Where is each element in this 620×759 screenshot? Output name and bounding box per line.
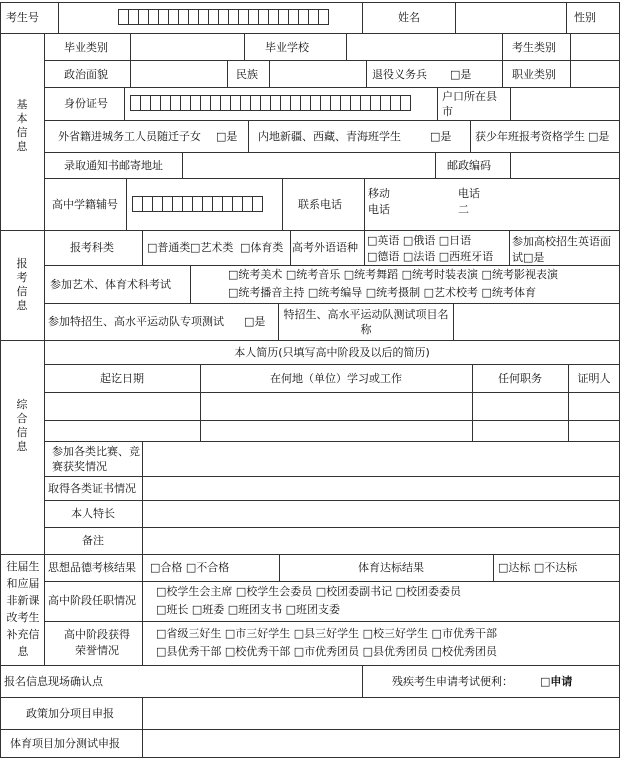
name-label: 姓名 (398, 11, 420, 24)
xinjiang-label: 内地新疆、西藏、青海班学生 (258, 130, 401, 143)
student-no-boxes[interactable] (132, 196, 262, 212)
lang-options-row2[interactable]: □德语 □法语 □西班牙语 (367, 250, 494, 263)
supplement-section-title: 往届生和应届非新课改考生补充信息 (6, 560, 40, 658)
policy-label: 政策加分项目申报 (26, 707, 114, 720)
vocation-type-label: 职业类别 (512, 68, 556, 81)
honor-options-row1[interactable]: □省级三好生 □市三好学生 □县三好学生 □校三好学生 □市优秀干部 (156, 627, 497, 640)
apply-section-title: 报考信息 (16, 257, 28, 312)
awards-label: 参加各类比赛、竞赛获奖情况 (52, 445, 140, 473)
foreign-lang-label: 高考外语语种 (292, 241, 358, 254)
col-witness-header: 证明人 (577, 372, 611, 385)
col-post-header: 任何职务 (498, 372, 542, 385)
id-card-boxes[interactable] (130, 95, 410, 111)
office-options-row1[interactable]: □校学生会主席 □校学生会委员 □校团委副书记 □校团委委员 (156, 585, 462, 598)
honor-label: 高中阶段获得荣誉情况 (64, 628, 130, 657)
veteran-label: 退役义务兵 (372, 68, 427, 81)
moral-label: 思想品德考核结果 (48, 561, 136, 574)
art-exam-label: 参加艺术、体育术科考试 (50, 278, 171, 291)
xinjiang-yes-checkbox[interactable]: □是 (430, 130, 452, 143)
phone2-label: 电话二 (458, 187, 480, 216)
special-name-label: 特招生、高水平运动队测试项目名称 (283, 308, 449, 336)
migrant-yes-checkbox[interactable]: □是 (216, 130, 238, 143)
special-yes-checkbox[interactable]: □是 (244, 315, 266, 328)
pe-result-label: 体育达标结果 (358, 561, 424, 574)
talent-label: 本人特长 (71, 507, 115, 520)
pe-test-label: 体育项目加分测试申报 (10, 737, 120, 750)
disabled-apply-checkbox[interactable]: □申请 (540, 675, 573, 688)
cat-art-checkbox[interactable]: □艺术类 (190, 241, 234, 254)
confirm-label: 报名信息现场确认点 (4, 675, 103, 688)
youth-label: 获少年班报考资格学生 (475, 130, 585, 143)
migrant-label: 外省籍进城务工人员随迁子女 (58, 130, 201, 143)
exam-no-label: 考生号 (6, 11, 39, 24)
veteran-yes-checkbox[interactable]: □是 (450, 68, 472, 81)
special-label: 参加特招生、高水平运动队专项测试 (48, 315, 224, 328)
basic-section-title: 基本信息 (16, 98, 28, 153)
candidate-type-label: 考生类别 (512, 41, 556, 54)
postcode-label: 邮政编码 (447, 159, 491, 172)
col-date-header: 起讫日期 (100, 372, 144, 385)
disabled-label: 残疾考生申请考试便利： (392, 675, 513, 688)
pe-options[interactable]: □达标 □不达标 (498, 561, 578, 574)
grad-type-label: 毕业类别 (64, 41, 108, 54)
art-options-row2[interactable]: □统考播音主持 □统考编导 □统考摄制 □艺术校考 □统考体育 (228, 286, 536, 299)
mail-addr-label: 录取通知书邮寄地址 (64, 159, 163, 172)
gender-label: 性别 (574, 11, 596, 24)
cat-pe-checkbox[interactable]: □体育类 (240, 241, 284, 254)
id-card-label: 身份证号 (64, 97, 108, 110)
honor-options-row2[interactable]: □县优秀干部 □校优秀干部 □市优秀团员 □县优秀团员 □校优秀团员 (156, 645, 497, 658)
youth-yes-checkbox[interactable]: □是 (588, 130, 610, 143)
comprehensive-section-title: 综合信息 (16, 398, 28, 453)
remarks-label: 备注 (82, 534, 104, 547)
office-options-row2[interactable]: □班长 □班委 □班团支书 □班团支委 (156, 603, 341, 616)
political-label: 政治面貌 (64, 68, 108, 81)
cat-general-checkbox[interactable]: □普通类 (147, 241, 191, 254)
mobile-label: 移动电话 (368, 187, 390, 216)
category-label: 报考科类 (70, 241, 114, 254)
exam-no-boxes[interactable] (118, 9, 328, 25)
hukou-label: 户口所在县市 (442, 90, 497, 118)
ethnicity-label: 民族 (236, 68, 258, 81)
col-where-header: 在何地（单位）学习或工作 (270, 372, 402, 385)
moral-options[interactable]: □合格 □不合格 (150, 561, 230, 574)
certs-label: 取得各类证书情况 (48, 482, 136, 495)
student-no-label: 高中学籍辅号 (52, 198, 118, 211)
office-label: 高中阶段任职情况 (48, 594, 136, 607)
eng-interview-checkbox[interactable]: 参加高校招生英语面试□是 (512, 235, 611, 264)
resume-title: 本人简历(只填写高中阶段及以后的简历) (234, 346, 430, 359)
contact-label: 联系电话 (298, 198, 342, 211)
lang-options-row1[interactable]: □英语 □俄语 □日语 (367, 234, 472, 247)
art-options-row1[interactable]: □统考美术 □统考音乐 □统考舞蹈 □统考时装表演 □统考影视表演 (228, 268, 558, 281)
grad-school-label: 毕业学校 (265, 41, 309, 54)
